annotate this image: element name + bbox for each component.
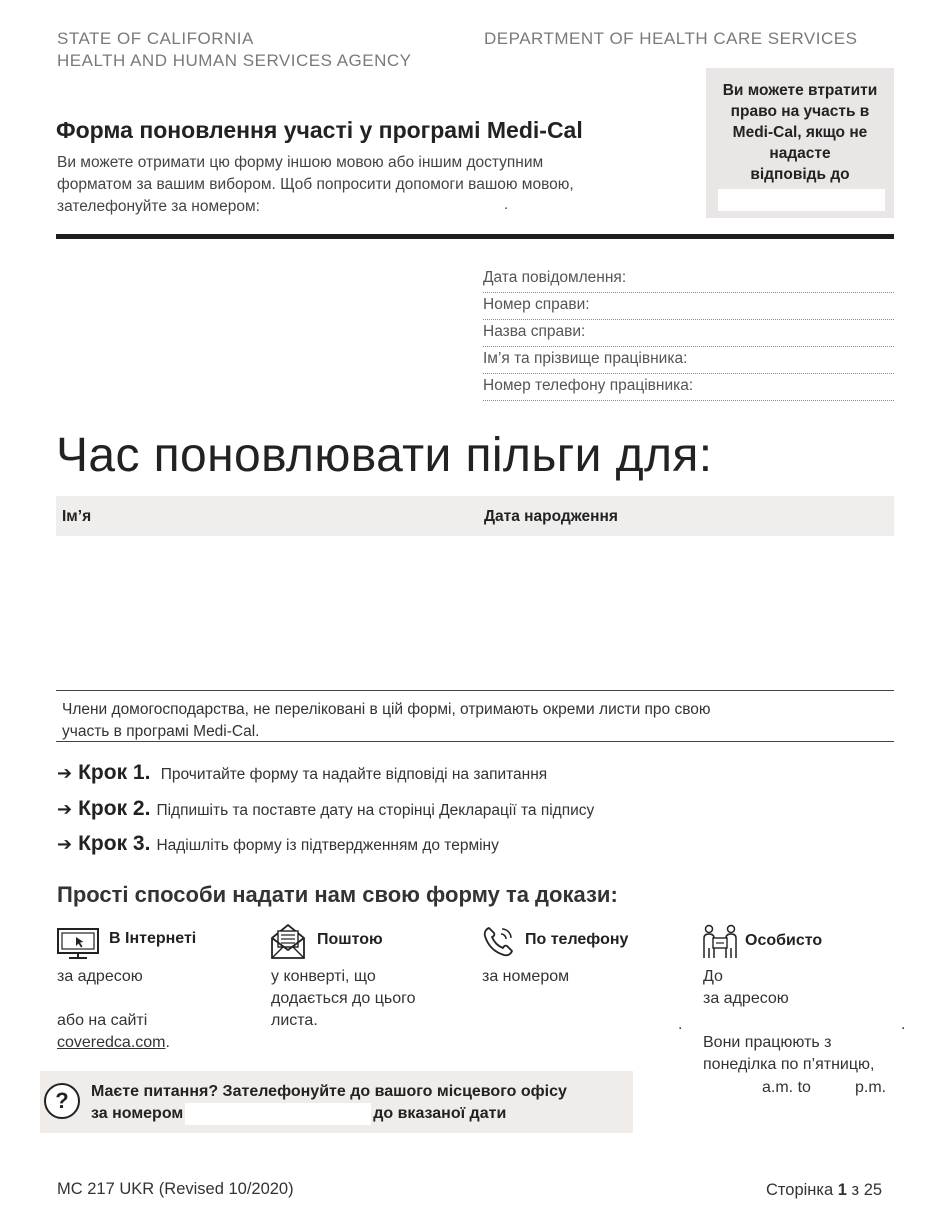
people-icon: [701, 924, 739, 960]
agency-header: [57, 28, 412, 72]
step-label: Крок 3.: [78, 832, 151, 855]
worker-name-field: Ім’я та прізвище працівника:: [483, 347, 894, 374]
intro-line: форматом за вашим вибором. Щоб попросити допомоги вашою мовою,: [57, 176, 574, 193]
computer-icon: [56, 926, 100, 960]
step-label: Крок 1.: [78, 761, 151, 784]
mail-line: у конверті, що: [271, 968, 376, 985]
warning-line: право на участь в: [730, 103, 870, 120]
name-column-header: Ім’я: [62, 508, 92, 525]
local-office-phone-field[interactable]: [185, 1103, 371, 1125]
step-3: [57, 832, 499, 856]
closing-time: p.m.: [855, 1079, 887, 1096]
step-1: [57, 761, 547, 785]
step-label: Крок 2.: [78, 797, 151, 820]
questions-callout: [40, 1071, 633, 1133]
mail-line: листа.: [271, 1012, 318, 1029]
opening-time: a.m. to: [762, 1079, 811, 1096]
step-text: Підпишіть та поставте дату на сторінці Декларації та підпису: [156, 802, 595, 819]
office-hours: [703, 1032, 874, 1076]
question-line: Маєте питання? Зателефонуйте до вашого місцевого офісу: [91, 1083, 567, 1100]
mail-line: додається до цього: [271, 990, 416, 1007]
intro-dot: .: [504, 196, 509, 213]
header-divider: [56, 234, 894, 239]
intro-text: [57, 152, 697, 218]
warning-line: Ви можете втратити: [722, 82, 878, 99]
page-total: 25: [863, 1181, 883, 1199]
question-icon: ?: [44, 1083, 80, 1119]
member-table-header: [56, 496, 894, 536]
household-note: [56, 690, 894, 742]
household-note-line: Члени домогосподарства, не переліковані в цій формі, отримають окреми листи про свою: [62, 701, 711, 718]
intro-line: зателефонуйте за номером:: [57, 198, 260, 215]
in-person-line: за адресою: [703, 990, 789, 1007]
case-number-field: Номер справи:: [483, 293, 894, 320]
mail-details: [271, 966, 416, 1032]
page-current: 1: [837, 1181, 847, 1199]
form-title: Форма поновлення участі у програмі Medi-Cal: [56, 117, 583, 143]
deadline-warning-box: [706, 68, 894, 218]
online-address-label: за адресою: [57, 968, 143, 985]
page-indicator: [766, 1181, 882, 1200]
intro-line: Ви можете отримати цю форму іншою мовою або іншим доступним: [57, 154, 544, 171]
envelope-icon: [270, 922, 306, 960]
arrow-right-icon: ➔: [57, 763, 73, 783]
phone-details: за номером: [482, 968, 570, 985]
warning-line: надасте: [769, 145, 831, 162]
office-hours-line: понеділка по п’ятницю,: [703, 1056, 875, 1073]
arrow-right-icon: ➔: [57, 799, 73, 819]
dob-column-header: Дата народження: [484, 508, 618, 525]
worker-phone-field: Номер телефону працівника:: [483, 374, 894, 401]
in-person-dot-left: .: [678, 1016, 683, 1033]
question-line-prefix: за номером: [91, 1105, 184, 1122]
case-name-field: Назва справи:: [483, 320, 894, 347]
online-details: [57, 966, 170, 1054]
submission-methods-title: Прості способи надати нам свою форму та докази:: [57, 882, 618, 907]
office-hours-line: Вони працюють з: [703, 1034, 832, 1051]
step-text: Надішліть форму із підтвердженням до терміну: [156, 837, 499, 854]
in-person-line: До: [703, 968, 723, 985]
mail-heading: Поштою: [317, 931, 383, 948]
notice-info-list: [483, 266, 894, 401]
phone-heading: По телефону: [525, 931, 629, 948]
online-website-label: або на сайті: [57, 1012, 148, 1029]
state-name: STATE OF CALIFORNIA: [57, 29, 254, 48]
page-middle: з: [846, 1181, 864, 1199]
notice-date-field: Дата повідомлення:: [483, 266, 894, 293]
in-person-details: [703, 966, 789, 1010]
question-line-suffix: до вказаної дати: [373, 1105, 507, 1122]
renewal-heading: Час поновлювати пільги для:: [56, 429, 713, 482]
deadline-date-field[interactable]: [718, 189, 885, 211]
warning-line: відповідь до: [750, 166, 850, 183]
warning-line: Medi-Cal, якщо не: [732, 124, 868, 141]
link-period: .: [165, 1034, 170, 1051]
step-2: [57, 797, 594, 821]
page-prefix: Сторінка: [766, 1181, 838, 1199]
online-heading: В Інтернеті: [109, 930, 197, 947]
in-person-dot-right: .: [901, 1016, 906, 1033]
household-note-line: участь в програмі Medi-Cal.: [62, 723, 260, 740]
step-text: Прочитайте форму та надайте відповіді на запитання: [156, 766, 548, 783]
arrow-right-icon: ➔: [57, 834, 73, 854]
department-name: DEPARTMENT OF HEALTH CARE SERVICES: [484, 29, 858, 48]
coveredca-link[interactable]: coveredca.com: [57, 1034, 166, 1051]
in-person-heading: Особисто: [745, 932, 823, 949]
phone-icon: [480, 924, 516, 960]
agency-name: HEALTH AND HUMAN SERVICES AGENCY: [57, 51, 412, 70]
form-code: MC 217 UKR (Revised 10/2020): [57, 1180, 294, 1198]
